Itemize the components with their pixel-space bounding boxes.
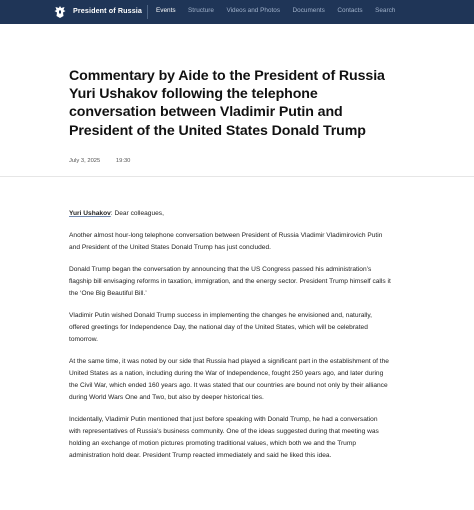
nav-documents[interactable]: Documents [292,7,325,14]
top-navigation-bar [0,0,474,24]
nav-events[interactable]: Events [156,7,176,14]
greeting-text: Dear colleagues, [114,210,164,217]
speaker-colon: : [110,210,115,217]
speaker-name-link[interactable]: Yuri Ushakov [69,210,111,217]
article-body [69,208,391,472]
double-headed-eagle-icon[interactable] [54,5,66,19]
article-time: 19:30 [115,158,131,164]
nav-structure[interactable]: Structure [188,7,214,14]
article-date: July 3, 2025 [69,158,101,164]
paragraph-3: Vladimir Putin wished Donald Trump success in implementing the changes he envisioned and, naturally, offered greetings for Independence Day, the national day of the United States, which will be celebrated tomorrow. [69,312,372,343]
paragraph-4: At the same time, it was noted by our side that Russia had played a significant part in the establishment of the United States as a nation, including during the War of Independence, fought 250 years ago, and later during the Civil War, which ended 160 years ago. It was stated that our countries are bound not only by their alliance during World Wars One and Two, but also by deeper historical ties. [69,358,389,401]
paragraph-5: Incidentally, Vladimir Putin mentioned that just before speaking with Donald Trump, he had a conversation with representatives of Russia’s business community. One of the ideas suggested during that meeting was holding an exchange of motion pictures promoting traditional values, which both we and the Trump administration hold dear. President Trump reacted immediately and said he liked this idea. [69,416,379,459]
nav-search[interactable]: Search [375,7,396,14]
nav-videos-and-photos[interactable]: Videos and Photos [226,7,281,14]
nav-contacts[interactable]: Contacts [337,7,363,14]
main-nav [156,7,408,14]
site-brand-link[interactable]: President of Russia [73,6,143,15]
article-header [0,24,474,177]
paragraph-1: Another almost hour-long telephone conversation between President of Russia Vladimir Vladimirovich Putin and President of the United States Donald Trump has just concluded. [69,232,383,251]
article-meta [69,158,144,164]
paragraph-2: Donald Trump began the conversation by announcing that the US Congress passed his administration’s flagship bill envisaging reforms in taxation, immigration, and the energy sector. President Trump himself calls it the ‘One Big Beautiful Bill.’ [69,266,391,297]
header-divider [147,5,148,19]
opening-line [69,208,391,220]
article-title: Commentary by Aide to the President of Russia Yuri Ushakov following the telephone conversation between Vladimir Putin and President of the United States Donald Trump [69,68,385,139]
